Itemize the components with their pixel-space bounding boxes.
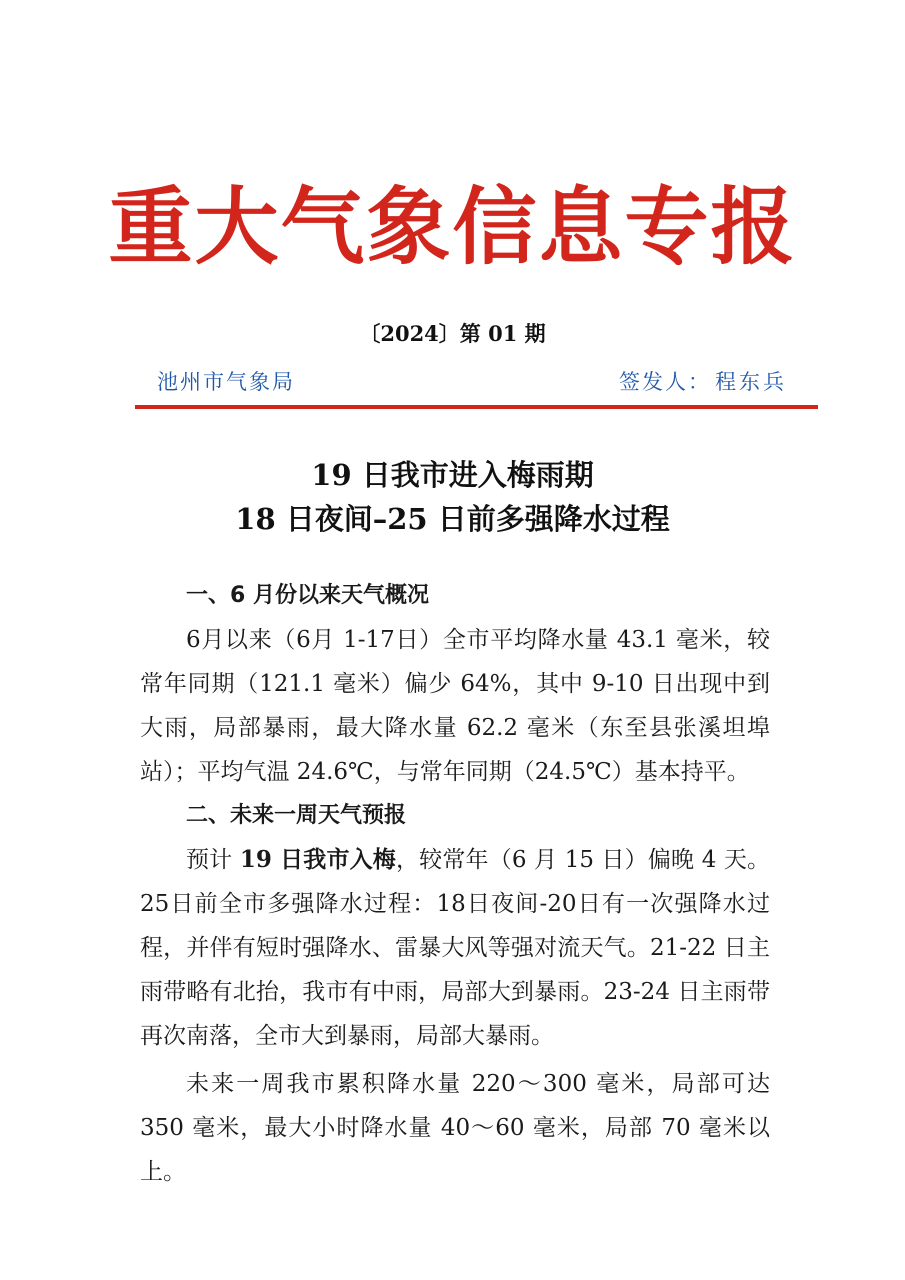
p1-prefix: 预计 bbox=[186, 847, 240, 873]
section-2-heading: 二、未来一周天气预报 bbox=[186, 803, 407, 828]
signer-name: 程东兵 bbox=[715, 370, 787, 394]
section-1-paragraph: 6月以来（6月 1-17日）全市平均降水量 43.1 毫米，较常年同期（121.1 毫米）偏少 64%，其中 9-10 日出现中到大雨，局部暴雨，最大降水量 62.2 毫米（东至县张溪坦埠站）；平均气温 24.6℃，与常年同期（24.5℃）基本持平。 bbox=[140, 627, 770, 785]
issue-number: 〔2024〕第 01 期 bbox=[359, 321, 546, 346]
p1-rest: ，较常年（6 月 15 日）偏晚 4 天。25日前全市多强降水过程：18日夜间-20日有一次强降水过程，并伴有短时强降水、雷暴大风等强对流天气。21-22 日主雨带略有北抬，我市有中雨，局部大到暴雨。23-24 日主雨带再次南落，全市大到暴雨，局部大暴雨。 bbox=[140, 847, 771, 1049]
headline bbox=[0, 453, 905, 541]
headline-line-2: 18 日夜间–25 日前多强降水过程 bbox=[235, 502, 670, 536]
issuing-agency: 池州市气象局 bbox=[157, 370, 295, 394]
report-body bbox=[140, 574, 770, 1194]
headline-line-1: 19 日我市进入梅雨期 bbox=[311, 458, 594, 492]
section-2-paragraph-1 bbox=[140, 838, 770, 1058]
signer-block bbox=[619, 366, 787, 396]
section-1-heading: 一、6 月份以来天气概况 bbox=[186, 583, 429, 608]
signer-label: 签发人： bbox=[619, 370, 711, 394]
header-divider bbox=[135, 405, 818, 409]
masthead-title: 重大气象信息专报 bbox=[108, 177, 797, 276]
section-2-paragraph-2: 未来一周我市累积降水量 220～300 毫米，局部可达 350 毫米，最大小时降水量 40～60 毫米，局部 70 毫米以上。 bbox=[140, 1071, 770, 1185]
p1-bold-onset: 19 日我市入梅 bbox=[239, 846, 396, 873]
